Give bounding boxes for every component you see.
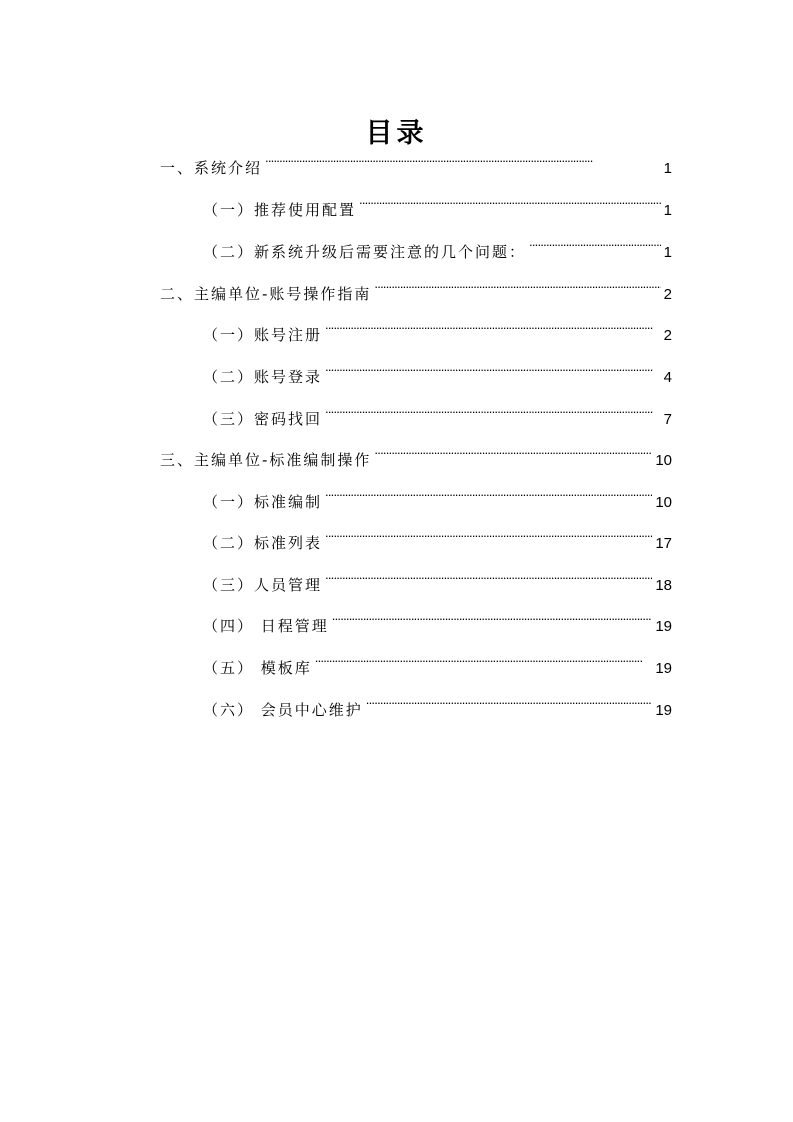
- toc-entry-text: （三）密码找回: [203, 410, 323, 428]
- toc-page-number: 1: [663, 160, 672, 177]
- toc-entry-text: 三、主编单位-标准编制操作: [160, 451, 372, 469]
- toc-dot-leader: [366, 685, 653, 715]
- toc-entry-member-center[interactable]: [203, 685, 672, 719]
- toc-dot-leader: [325, 477, 652, 507]
- toc-entry-password-recovery[interactable]: [203, 394, 672, 428]
- toc-entry-standard-compilation-ops[interactable]: [160, 435, 672, 469]
- toc-entry-text: （二）标准列表: [203, 534, 323, 552]
- toc-entry-text: 一、系统介绍: [160, 159, 263, 177]
- toc-page-number: 18: [655, 577, 672, 594]
- toc-entry-personnel-management[interactable]: [203, 560, 672, 594]
- toc-entry-account-register[interactable]: [203, 310, 672, 344]
- toc-dot-leader: [359, 185, 661, 215]
- toc-entry-text: （二）账号登录: [203, 368, 323, 386]
- toc-entry-template-library[interactable]: [203, 643, 672, 677]
- toc-page-number: 7: [663, 411, 672, 428]
- toc-entry-account-login[interactable]: [203, 352, 672, 386]
- toc-page-number: 17: [655, 535, 672, 552]
- toc-entry-text: （一）账号注册: [203, 326, 323, 344]
- toc-page-number: 1: [663, 202, 672, 219]
- toc-entry-text: （一）标准编制: [203, 493, 323, 511]
- toc-entry-system-intro[interactable]: [160, 143, 672, 177]
- toc-page-number: 10: [655, 494, 672, 511]
- toc-dot-leader: [325, 352, 661, 382]
- toc-entry-account-guide[interactable]: [160, 269, 672, 303]
- toc-entry-recommended-config[interactable]: [203, 185, 672, 219]
- toc-entry-standard-list[interactable]: [203, 518, 672, 552]
- toc-entry-text: 二、主编单位-账号操作指南: [160, 285, 372, 303]
- toc-page-number: 19: [655, 660, 672, 677]
- toc-entry-text: （三）人员管理: [203, 576, 323, 594]
- toc-dot-leader: [332, 601, 653, 631]
- toc-entry-text: （一）推荐使用配置: [203, 201, 357, 219]
- toc-dot-leader: [315, 643, 653, 673]
- toc-dot-leader: [374, 269, 660, 299]
- toc-entry-schedule-management[interactable]: [203, 601, 672, 635]
- toc-title: 目录: [365, 118, 428, 150]
- toc-entry-standard-compilation[interactable]: [203, 477, 672, 511]
- toc-page-number: 2: [663, 327, 672, 344]
- toc-dot-leader: [325, 560, 652, 590]
- toc-dot-leader: [374, 435, 652, 465]
- toc-dot-leader: [265, 143, 661, 173]
- toc-page-number: 19: [655, 702, 672, 719]
- toc-dot-leader: [529, 227, 661, 257]
- toc-entry-text: （五） 模板库: [203, 659, 312, 677]
- toc-dot-leader: [325, 518, 652, 548]
- toc-page-number: 4: [663, 369, 672, 386]
- toc-page-number: 1: [663, 244, 672, 261]
- toc-page-number: 2: [663, 286, 672, 303]
- toc-dot-leader: [325, 310, 661, 340]
- toc-page-number: 19: [655, 618, 672, 635]
- toc-entry-text: （四） 日程管理: [203, 617, 329, 635]
- toc-entry-upgrade-notes[interactable]: [203, 227, 672, 261]
- toc-entry-text: （六） 会员中心维护: [203, 701, 363, 719]
- toc-dot-leader: [325, 394, 661, 424]
- toc-entry-text: （二）新系统升级后需要注意的几个问题：: [203, 243, 527, 261]
- toc-page-number: 10: [655, 452, 672, 469]
